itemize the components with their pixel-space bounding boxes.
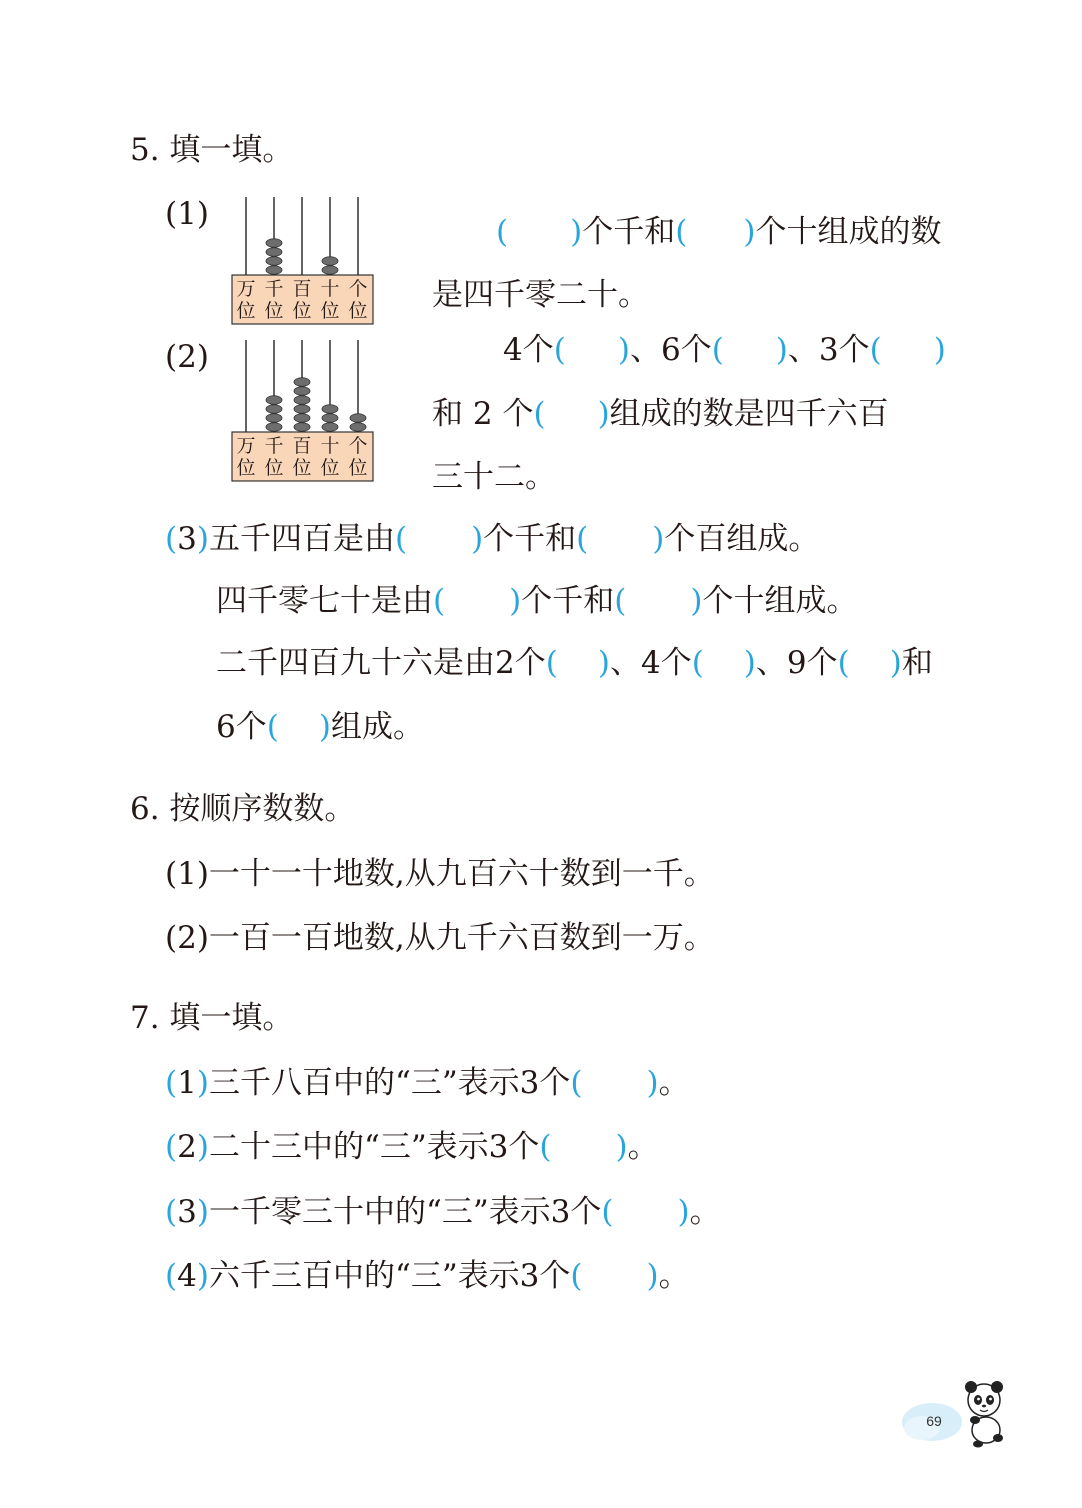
q5-2-line2 — [432, 394, 889, 434]
paren-close: ) — [646, 1065, 659, 1101]
abacus-bead — [322, 414, 338, 423]
abacus-bead — [294, 414, 310, 423]
q5-3-number: (3) — [165, 521, 209, 557]
abacus-bead — [322, 257, 338, 266]
abacus-label: 位 — [348, 457, 368, 479]
abacus-label: 个 — [348, 278, 368, 300]
q6-item-2: (2)一百一百地数,从九千六百数到一万。 — [165, 920, 715, 956]
paren-open: ( — [570, 1065, 583, 1101]
q5-1-line1 — [496, 212, 941, 252]
abacus-bead — [266, 257, 282, 266]
abacus-label: 位 — [236, 457, 256, 479]
abacus-bead — [322, 405, 338, 414]
abacus-label: 位 — [320, 300, 340, 322]
abacus-label: 十 — [320, 278, 340, 300]
abacus-label: 百 — [292, 435, 312, 457]
q5-3-a1: )个千和( — [471, 521, 589, 557]
q7-2-text: (2)二十三中的“三”表示3个 — [165, 1129, 540, 1165]
q5-3-d1: )组成。 — [318, 709, 424, 745]
abacus-label: 千 — [264, 278, 284, 300]
abacus-bead — [294, 423, 310, 432]
abacus-label: 位 — [264, 300, 284, 322]
abacus-bead — [294, 387, 310, 396]
q7-1-end: 。 — [658, 1065, 690, 1101]
q7-heading: 7. 填一填。 — [130, 1000, 294, 1036]
q7-item-3 — [165, 1192, 721, 1232]
q5-1-text-b: )个十组成的数 — [743, 214, 942, 250]
q5-2-e: 和 2 个( — [432, 396, 546, 432]
q5-heading: 5. 填一填。 — [130, 132, 294, 168]
abacus-bead — [294, 396, 310, 405]
q7-1-text: (1)三千八百中的“三”表示3个 — [165, 1065, 571, 1101]
abacus-label: 个 — [348, 435, 368, 457]
q5-3-b0: 四千零七十是由( — [216, 583, 446, 619]
page-number: 69 — [926, 1413, 942, 1429]
q5-3-c2: )、9个( — [743, 645, 850, 681]
abacus-bead — [350, 414, 366, 423]
q5-3-c1: )、4个( — [597, 645, 704, 681]
q5-3-c3: )和 — [889, 645, 933, 681]
q5-3-a0: 五千四百是由( — [208, 521, 408, 557]
q5-3-c0: 二千四百九十六是由2个( — [216, 645, 558, 681]
abacus-bead — [266, 248, 282, 257]
q5-2-line3: 三十二。 — [432, 459, 556, 495]
q5-2-line1 — [503, 330, 946, 370]
abacus-label: 位 — [264, 457, 284, 479]
q5-3-a2: )个百组成。 — [652, 521, 820, 557]
q5-2-b: )、6个( — [617, 332, 724, 368]
paren-close: ) — [615, 1129, 628, 1165]
paren-open: ( — [601, 1194, 614, 1230]
abacus-2 — [230, 338, 376, 488]
q7-item-2 — [165, 1127, 659, 1167]
abacus-label: 万 — [236, 278, 256, 300]
q5-2-a: 4个( — [503, 332, 566, 368]
q5-1-text-a: )个千和( — [570, 214, 688, 250]
abacus-label: 位 — [292, 300, 312, 322]
paren-close: ) — [677, 1194, 690, 1230]
abacus-label: 位 — [236, 300, 256, 322]
abacus-bead — [266, 266, 282, 275]
abacus-bead — [294, 378, 310, 387]
q5-3-line-c — [216, 643, 933, 683]
abacus-label: 位 — [292, 457, 312, 479]
abacus-label: 千 — [264, 435, 284, 457]
q7-item-1 — [165, 1063, 690, 1103]
q6-item-1: (1)一十一十地数,从九百六十数到一千。 — [165, 856, 715, 892]
q5-3-b2: )个十组成。 — [690, 583, 858, 619]
q5-3-line-d — [216, 707, 424, 747]
q7-3-end: 。 — [689, 1194, 721, 1230]
q7-item-4 — [165, 1256, 690, 1296]
abacus-bead — [294, 405, 310, 414]
q5-2-number: (2) — [165, 339, 209, 375]
abacus-label: 位 — [320, 457, 340, 479]
abacus-bead — [266, 239, 282, 248]
q5-3-d0: 6个( — [216, 709, 279, 745]
q5-3-b1: )个千和( — [509, 583, 627, 619]
paren-open: ( — [570, 1258, 583, 1294]
q5-2-f: )组成的数是四千六百 — [597, 396, 889, 432]
panda-mascot-icon — [965, 1381, 1003, 1448]
abacus-bead — [266, 396, 282, 405]
paren-open: ( — [496, 214, 509, 250]
page-footer — [898, 1372, 1018, 1452]
abacus-bead — [266, 405, 282, 414]
abacus-bead — [350, 423, 366, 432]
q7-4-end: 。 — [658, 1258, 690, 1294]
q7-4-text: (4)六千三百中的“三”表示3个 — [165, 1258, 571, 1294]
q5-2-c: )、3个( — [775, 332, 882, 368]
q7-3-text: (3)一千零三十中的“三”表示3个 — [165, 1194, 602, 1230]
q5-3-line-b — [216, 581, 857, 621]
q5-1-number: (1) — [165, 196, 209, 232]
paren-close: ) — [646, 1258, 659, 1294]
abacus-bead — [322, 423, 338, 432]
q5-3-line-a — [165, 519, 819, 559]
abacus-label: 万 — [236, 435, 256, 457]
q5-2-d: ) — [933, 332, 946, 368]
abacus-1 — [230, 195, 376, 331]
q6-heading: 6. 按顺序数数。 — [130, 791, 356, 827]
paren-open: ( — [539, 1129, 552, 1165]
abacus-label: 位 — [348, 300, 368, 322]
abacus-bead — [322, 266, 338, 275]
q5-1-line2: 是四千零二十。 — [432, 277, 649, 313]
q7-2-end: 。 — [627, 1129, 659, 1165]
abacus-bead — [266, 414, 282, 423]
abacus-bead — [266, 423, 282, 432]
abacus-label: 百 — [292, 278, 312, 300]
abacus-label: 十 — [320, 435, 340, 457]
